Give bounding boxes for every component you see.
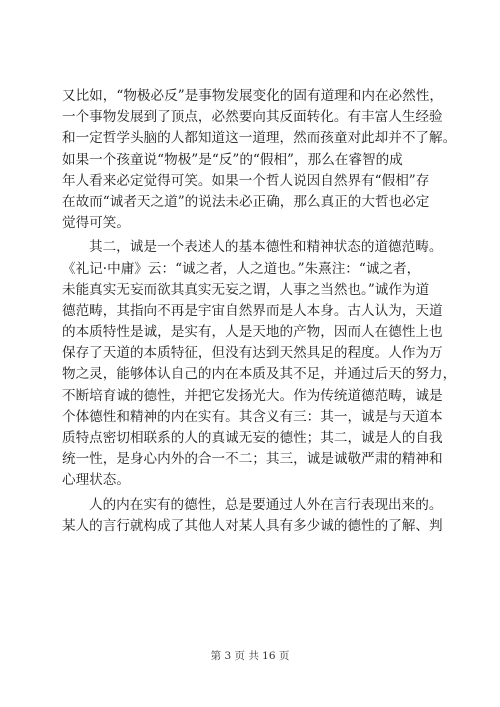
text-line: 保存了天道的本质特征，但没有达到天然具足的程度。人作为万 [62, 345, 443, 362]
text-line: 《礼记·中庸》云：“诚之者，人之道也。”朱熹注：“诚之者， [62, 260, 421, 277]
text-line: 觉得可笑。 [62, 215, 130, 232]
text-line: 心理状态。 [62, 472, 130, 489]
text-line: 德范畴，其指向不再是宇宙自然界而是人本身。古人认为，天道 [62, 302, 443, 319]
text-line: 某人的言行就构成了其他人对某人具有多少诚的德性的了解、判 [62, 517, 443, 534]
text-line: 在故而“诚者天之道”的说法未必正确，那么真正的大哲也必定 [62, 193, 430, 210]
text-line: 不断培育诚的德性，并把它发扬光大。作为传统道德范畴，诚是 [62, 387, 443, 404]
paragraph-first-line: 其二，诚是一个表述人的基本德性和精神状态的道德范畴。 [89, 239, 443, 256]
paragraph-first-line: 人的内在实有的德性，总是要通过人外在言行表现出来的。 [89, 496, 443, 513]
text-line: 质特点密切相联系的人的真诚无妄的德性；其二，诚是人的自我 [62, 430, 443, 446]
text-line: 未能真实无妄而欲其真实无妄之谓，人事之当然也。”诚作为道 [62, 281, 430, 298]
text-line: 如果一个孩童说“物极”是“反”的“假相”，那么在睿智的成 [62, 151, 403, 168]
text-line: 和一定哲学头脑的人都知道这一道理，然而孩童对此却并不了解。 [62, 130, 457, 147]
text-line: 个体德性和精神的内在实有。其含义有三：其一，诚是与天道本 [62, 408, 443, 425]
text-line: 又比如，“物极必反”是事物发展变化的固有道理和内在必然性， [62, 88, 443, 104]
body-text [62, 86, 462, 537]
text-line: 统一性，是身心内外的合一不二；其三，诚是诚敬严肃的精神和 [62, 451, 443, 468]
page-number-footer: 第 3 页 共 16 页 [210, 650, 290, 662]
text-line: 一个事物发展到了顶点，必然要向其反面转化。有丰富人生经验 [62, 109, 443, 126]
text-line: 的本质特性是诚，是实有，人是天地的产物，因而人在德性上也 [62, 324, 443, 341]
text-line: 物之灵，能够体认自己的内在本质及其不足，并通过后天的努力， [62, 366, 457, 383]
text-line: 年人看来必定觉得可笑。如果一个哲人说因自然界有“假相”存 [62, 172, 430, 189]
